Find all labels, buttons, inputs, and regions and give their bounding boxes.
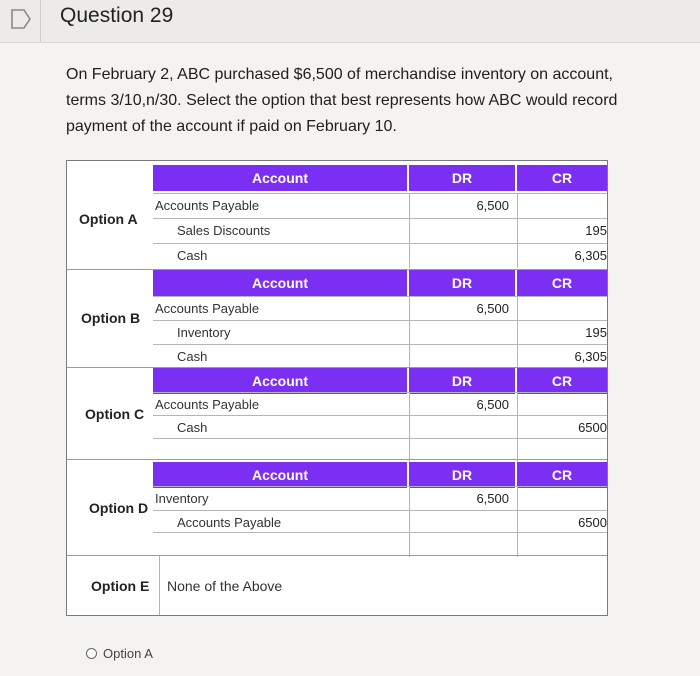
table-row <box>153 392 607 417</box>
dr-cell <box>409 533 515 557</box>
question-text: On February 2, ABC purchased $6,500 of merchandise inventory on account, terms 3/10,n/30. Select the option that best represents how ABC would record payment of the account if paid on February 10. <box>66 66 618 135</box>
option-b-block <box>67 269 607 367</box>
dr-cell <box>409 321 515 345</box>
cell-divider <box>159 556 160 615</box>
account-cell: Accounts Payable <box>155 301 260 316</box>
option-label: Option D <box>89 500 149 516</box>
dr-cell <box>409 345 515 369</box>
account-cell: Cash <box>177 248 208 263</box>
account-cell: Inventory <box>155 491 209 506</box>
dr-cell <box>409 219 515 243</box>
account-header: Account <box>153 368 407 394</box>
question-header <box>0 0 700 43</box>
account-cell: Inventory <box>177 325 231 340</box>
table-row <box>153 532 607 557</box>
header-row <box>153 368 607 394</box>
header-row <box>153 270 607 296</box>
table-row <box>153 344 607 369</box>
dr-cell: 6,500 <box>409 393 515 417</box>
cr-header: CR <box>517 270 607 296</box>
account-cell: Cash <box>177 420 208 435</box>
dr-cell <box>409 244 515 268</box>
flag-icon[interactable] <box>8 6 34 32</box>
account-header: Account <box>153 462 407 488</box>
account-cell <box>155 533 409 557</box>
cr-cell <box>517 487 607 511</box>
option-label: Option C <box>85 406 145 422</box>
table-row <box>153 296 607 321</box>
cr-cell <box>517 393 607 417</box>
radio-button[interactable] <box>86 648 97 659</box>
table-row <box>153 415 607 440</box>
cr-cell <box>517 533 607 557</box>
cr-cell: 195 <box>517 321 607 345</box>
cr-cell: 6500 <box>517 511 607 535</box>
cr-header: CR <box>517 368 607 394</box>
cr-cell <box>517 194 607 218</box>
question-title: Question 29 <box>60 4 174 27</box>
dr-cell: 6,500 <box>409 297 515 321</box>
table-row <box>153 320 607 345</box>
header-row <box>153 165 607 191</box>
account-cell: Accounts Payable <box>177 515 282 530</box>
answer-label[interactable]: Option A <box>103 646 153 661</box>
option-label: Option A <box>79 211 138 227</box>
cr-header: CR <box>517 462 607 488</box>
account-cell: Sales Discounts <box>177 223 271 238</box>
option-e-block <box>67 555 607 615</box>
table-row <box>153 218 607 243</box>
header-divider <box>40 0 41 42</box>
option-label: Option B <box>81 310 141 326</box>
header-row <box>153 462 607 488</box>
dr-cell: 6,500 <box>409 194 515 218</box>
cr-cell: 6500 <box>517 416 607 440</box>
cr-cell: 6,305 <box>517 345 607 369</box>
cr-cell <box>517 297 607 321</box>
journal-entry-table <box>66 160 608 616</box>
option-label: Option E <box>91 578 150 594</box>
dr-header: DR <box>409 462 515 488</box>
dr-cell: 6,500 <box>409 487 515 511</box>
dr-header: DR <box>409 368 515 394</box>
dr-header: DR <box>409 165 515 191</box>
dr-header: DR <box>409 270 515 296</box>
account-header: Account <box>153 270 407 296</box>
table-row <box>153 243 607 268</box>
cr-header: CR <box>517 165 607 191</box>
option-e-text: None of the Above <box>167 578 283 594</box>
cr-cell: 6,305 <box>517 244 607 268</box>
table-row <box>153 193 607 218</box>
option-a-block <box>67 161 607 269</box>
account-cell: Accounts Payable <box>155 397 260 412</box>
account-header: Account <box>153 165 407 191</box>
cr-cell: 195 <box>517 219 607 243</box>
account-cell: Cash <box>177 349 208 364</box>
account-cell: Accounts Payable <box>155 198 260 213</box>
answer-choice[interactable] <box>86 646 153 661</box>
option-c-block <box>67 367 607 459</box>
dr-cell <box>409 416 515 440</box>
table-row <box>153 486 607 511</box>
option-d-block <box>67 459 607 555</box>
